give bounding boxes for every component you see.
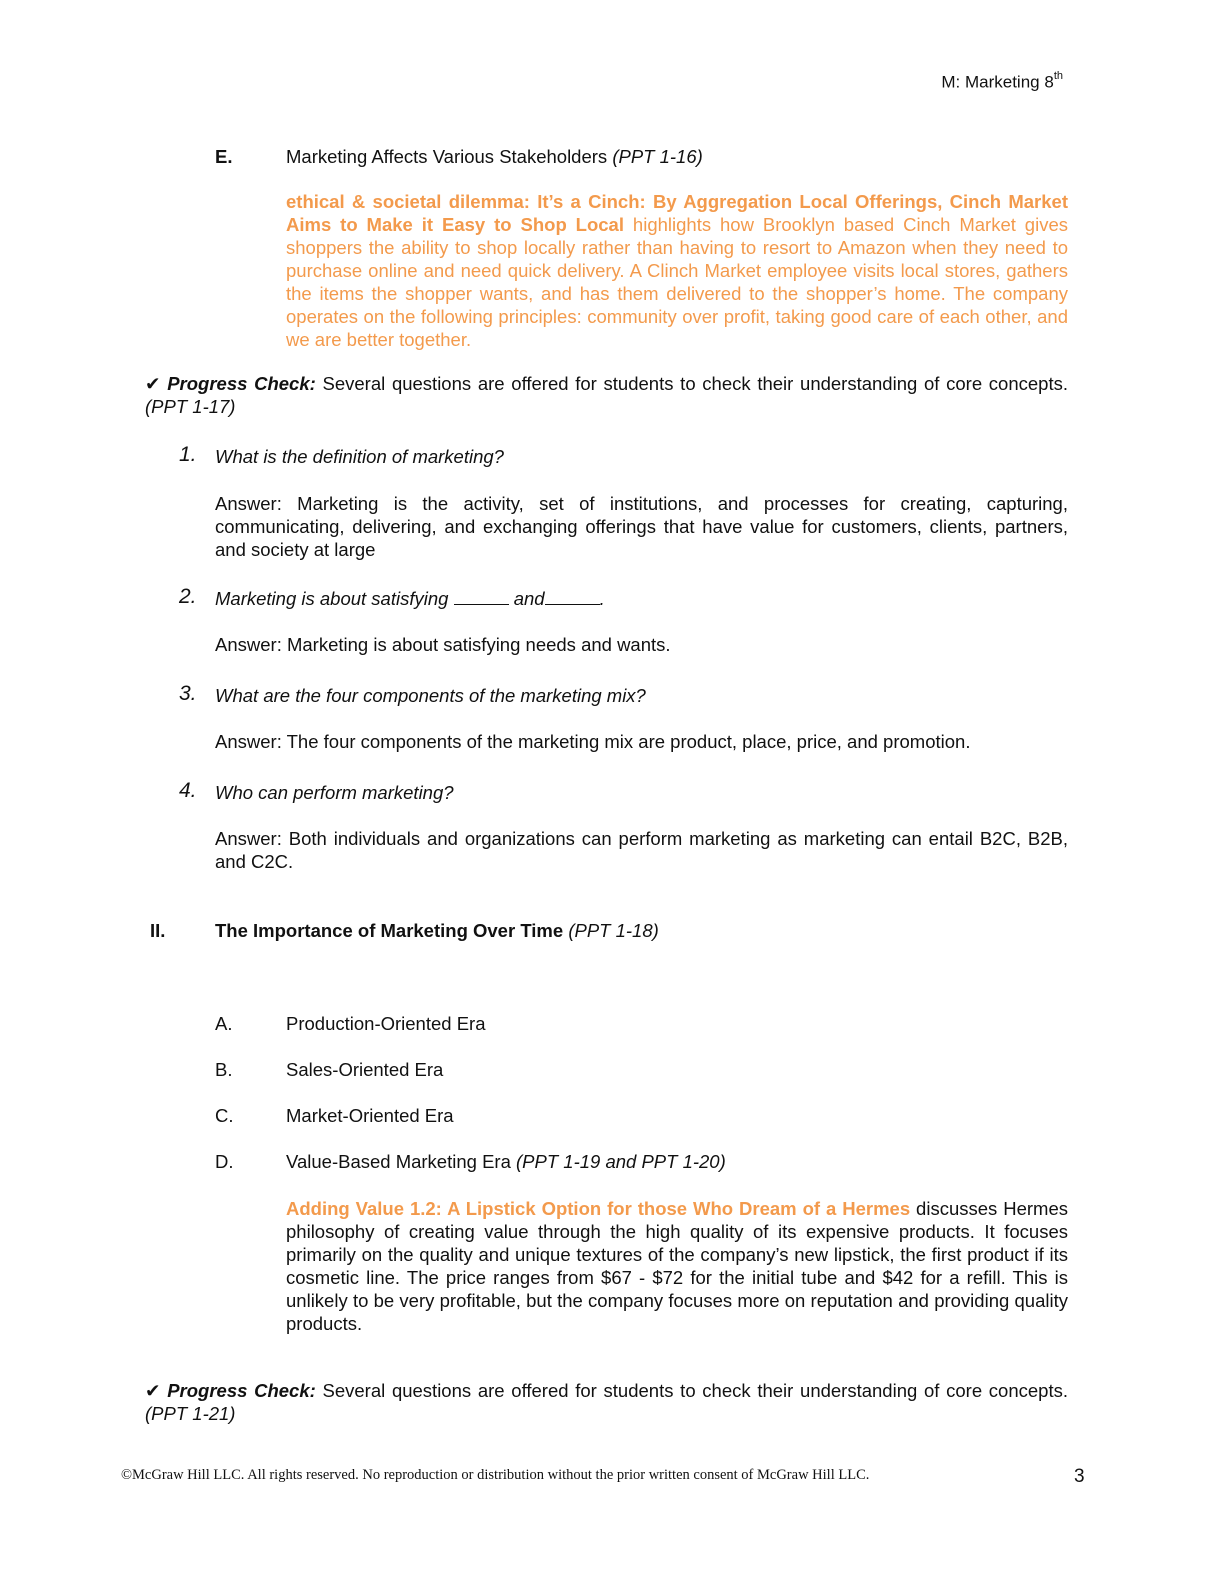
section-ii-numeral: II. [150,920,166,941]
page-number: 3 [1074,1466,1085,1487]
progress-check-1: ✔ Progress Check: Several questions are offered for students to check their understanding of core concepts. (PPT 1-17) [145,373,1068,417]
progress-check-label: ✔ Progress Check: [145,373,316,394]
fill-blank [454,590,509,605]
copyright-footer: ©McGraw Hill LLC. All rights reserved. No reproduction or distribution without the prior written consent of McGraw Hill LLC. [121,1467,870,1483]
era-label: Market-Oriented Era [286,1105,454,1126]
question-number: 2. [179,585,197,608]
section-e-heading: Marketing Affects Various Stakeholders (PPT 1-16) [286,146,703,167]
era-label: Sales-Oriented Era [286,1059,444,1080]
era-letter: B. [215,1059,233,1080]
era-letter: A. [215,1013,233,1034]
question-text: What are the four components of the marketing mix? [215,685,646,706]
adding-value-text: discusses Hermes philosophy of creating value through the high quality of its expensive products. It focuses primarily on the quality and unique textures of the company’s new lipstick, the first product if its cosmetic line. The price ranges from $67 - $72 for the initial tube and $42 for a refill. This is unlikely to be very profitable, but the company focuses more on reputation and providing quality products. [286,1198,1068,1334]
era-letter: D. [215,1151,234,1172]
progress-check-label: ✔ Progress Check: [145,1380,316,1401]
progress-check-2: ✔ Progress Check: Several questions are offered for students to check their understanding of core concepts. (PPT 1-21) [145,1380,1068,1424]
running-header: M: Marketing 8th [941,70,1063,92]
section-ii-heading: The Importance of Marketing Over Time (PPT 1-18) [215,920,659,941]
section-e-letter: E. [215,146,233,167]
answer-text: Answer: The four components of the marketing mix are product, place, price, and promotion. [215,731,971,752]
era-letter: C. [215,1105,234,1126]
answer-text: Answer: Marketing is the activity, set of institutions, and processes for creating, capturing, communicating, delivering, and exchanging offerings that have value for customers, clients, partners, and society at large [215,493,1068,560]
ethical-dilemma-box [286,190,1068,351]
question-number: 4. [179,779,197,802]
question-number: 1. [179,443,197,466]
question-text: Marketing is about satisfying and . [215,588,605,609]
fill-blank [545,590,600,605]
question-number: 3. [179,682,197,705]
question-text: What is the definition of marketing? [215,446,504,467]
ethical-dilemma-title: ethical & societal dilemma: It’s a Cinch: By Aggregation Local Offerings, Cinch Market Aims to Make it Easy to Shop Local [286,191,1068,235]
ethical-dilemma-text: highlights how Brooklyn based Cinch Market gives shoppers the ability to shop locally rather than having to resort to Amazon when they need to purchase online and need quick delivery. A Clinch Market employee visits local stores, gathers the items the shopper wants, and has them delivered to the shopper’s home. The company operates on the following principles: community over profit, taking good care of each other, and we are better together. [286,214,1068,350]
adding-value-title: Adding Value 1.2: A Lipstick Option for those Who Dream of a Hermes [286,1198,911,1219]
question-text: Who can perform marketing? [215,782,454,803]
era-label: Value-Based Marketing Era (PPT 1-19 and PPT 1-20) [286,1151,726,1172]
era-label: Production-Oriented Era [286,1013,486,1034]
adding-value-box [286,1197,1068,1335]
answer-text: Answer: Marketing is about satisfying needs and wants. [215,634,671,655]
answer-text: Answer: Both individuals and organizations can perform marketing as marketing can entail B2C, B2B, and C2C. [215,828,1068,872]
